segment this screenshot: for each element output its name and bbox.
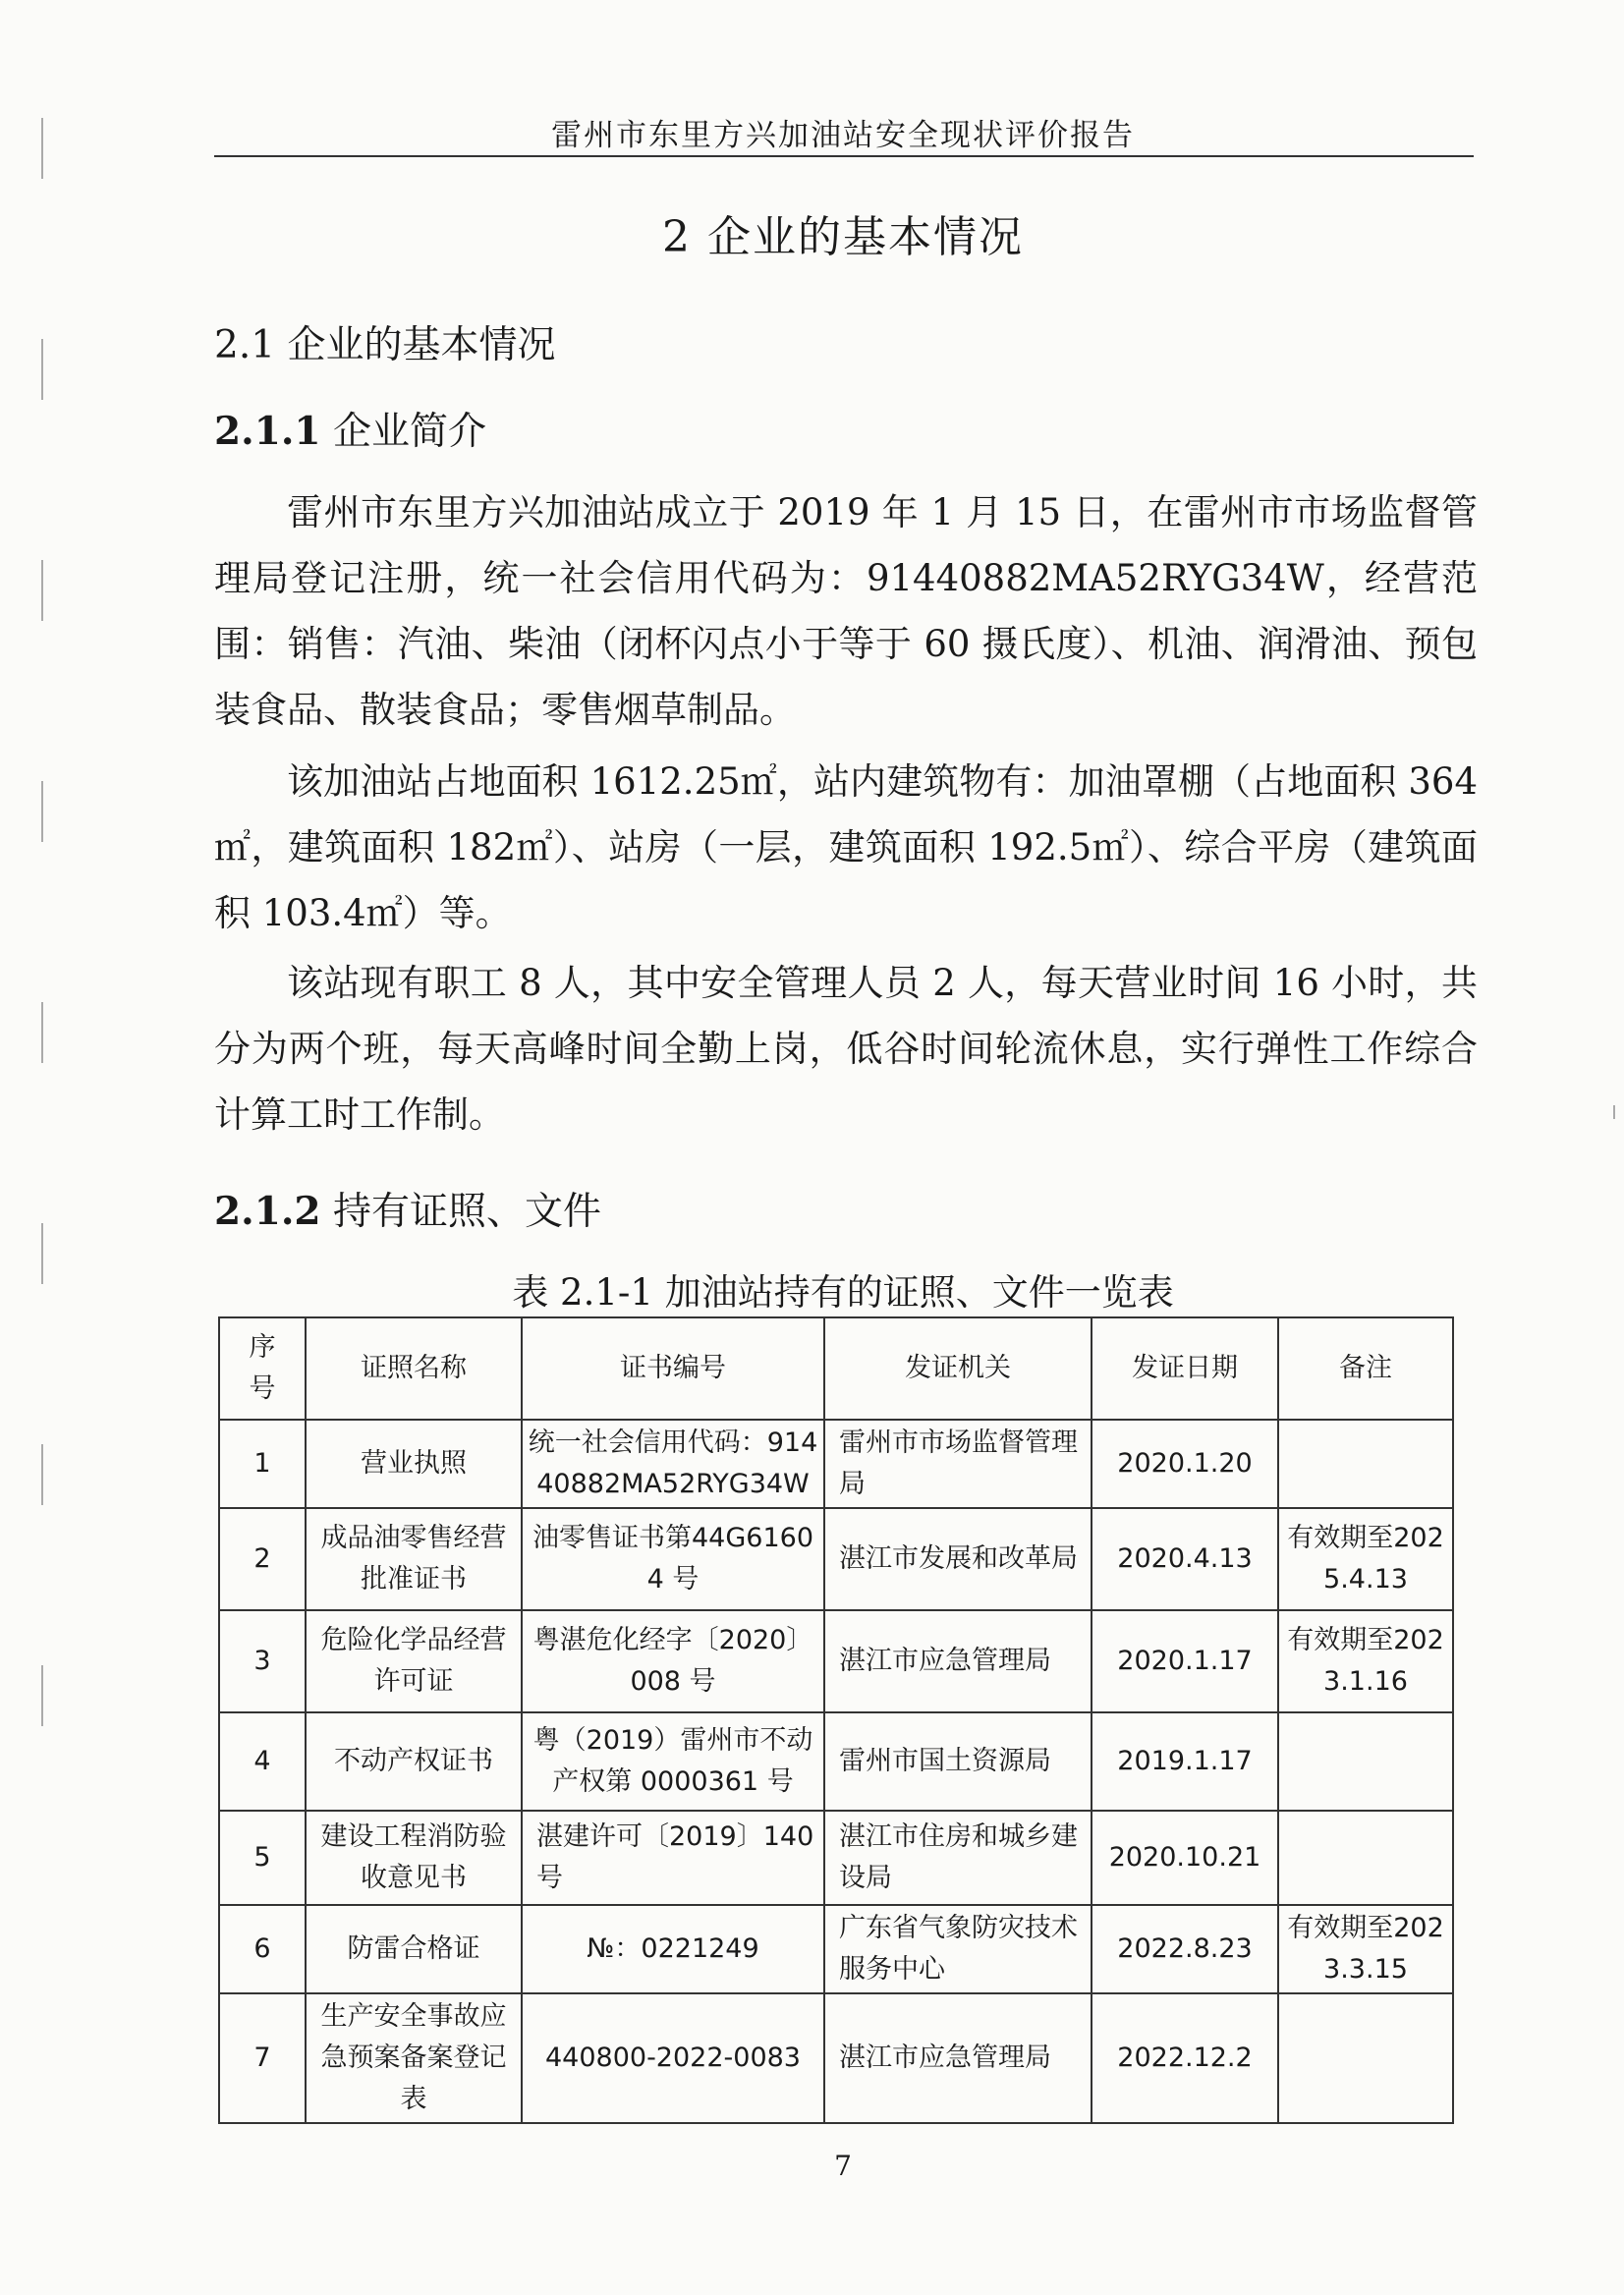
table-row bbox=[219, 1610, 1453, 1712]
scan-mark bbox=[41, 1665, 43, 1726]
table-cell-date: 2019.1.17 bbox=[1092, 1712, 1278, 1811]
scan-mark bbox=[41, 339, 43, 400]
section-heading-2-1-2 bbox=[214, 1181, 601, 1236]
table-cell-name: 危险化学品经营许可证 bbox=[306, 1610, 522, 1712]
column-header: 序号 bbox=[219, 1317, 306, 1420]
table-cell-authority: 湛江市应急管理局 bbox=[824, 1993, 1092, 2123]
header-rule bbox=[214, 155, 1474, 157]
table-cell-authority: 广东省气象防灾技术服务中心 bbox=[824, 1905, 1092, 1993]
table-row bbox=[219, 1905, 1453, 1993]
column-header: 证书编号 bbox=[522, 1317, 824, 1420]
column-header: 证照名称 bbox=[306, 1317, 522, 1420]
table-cell-remark bbox=[1278, 1811, 1453, 1905]
table-cell-number: 湛建许可〔2019〕140 号 bbox=[522, 1811, 824, 1905]
table-cell-number: 440800-2022-0083 bbox=[522, 1993, 824, 2123]
table-cell-name: 成品油零售经营批准证书 bbox=[306, 1508, 522, 1610]
section-title: 企业的基本情况 bbox=[287, 323, 556, 367]
table-cell-number: №：0221249 bbox=[522, 1905, 824, 1993]
table-cell-number: 统一社会信用代码：91440882MA52RYG34W bbox=[522, 1420, 824, 1508]
scan-mark bbox=[1613, 1105, 1615, 1119]
table-cell-authority: 湛江市发展和改革局 bbox=[824, 1508, 1092, 1610]
table-row bbox=[219, 1712, 1453, 1811]
column-header: 备注 bbox=[1278, 1317, 1453, 1420]
table-cell-date: 2020.1.20 bbox=[1092, 1420, 1278, 1508]
chapter-title: 2 企业的基本情况 bbox=[662, 212, 1024, 262]
table-cell-index: 4 bbox=[219, 1712, 306, 1811]
section-title: 企业简介 bbox=[332, 410, 486, 454]
scan-mark bbox=[41, 1444, 43, 1505]
table-cell-index: 3 bbox=[219, 1610, 306, 1712]
page-number: 7 bbox=[834, 2150, 852, 2182]
table-cell-name: 营业执照 bbox=[306, 1420, 522, 1508]
table-cell-number: 油零售证书第44G61604 号 bbox=[522, 1508, 824, 1610]
table-cell-number: 粤湛危化经字〔2020〕008 号 bbox=[522, 1610, 824, 1712]
scan-mark bbox=[41, 1002, 43, 1063]
table-row bbox=[219, 1993, 1453, 2123]
column-header: 发证机关 bbox=[824, 1317, 1092, 1420]
section-number: 2.1.1 bbox=[214, 409, 321, 454]
table-cell-date: 2020.1.17 bbox=[1092, 1610, 1278, 1712]
table-cell-date: 2020.4.13 bbox=[1092, 1508, 1278, 1610]
running-header: 雷州市东里方兴加油站安全现状评价报告 bbox=[551, 118, 1135, 153]
table-caption: 表 2.1-1 加油站持有的证照、文件一览表 bbox=[512, 1271, 1174, 1314]
table-cell-index: 7 bbox=[219, 1993, 306, 2123]
table-cell-remark bbox=[1278, 1420, 1453, 1508]
table-cell-index: 6 bbox=[219, 1905, 306, 1993]
paragraph-site-area: 该加油站占地面积 1612.25㎡，站内建筑物有：加油罩棚（占地面积 364㎡，建筑面积 182㎡）、站房（一层，建筑面积 192.5㎡）、综合平房（建筑面积 103.4㎡）等。 bbox=[214, 760, 1478, 934]
scan-mark bbox=[41, 560, 43, 621]
table-cell-remark bbox=[1278, 1993, 1453, 2123]
table-header-row bbox=[219, 1317, 1453, 1420]
column-header: 发证日期 bbox=[1092, 1317, 1278, 1420]
table-cell-number: 粤（2019）雷州市不动产权第 0000361 号 bbox=[522, 1712, 824, 1811]
section-title: 持有证照、文件 bbox=[332, 1190, 601, 1234]
scan-mark bbox=[41, 781, 43, 842]
table-cell-authority: 雷州市市场监督管理局 bbox=[824, 1420, 1092, 1508]
table-cell-authority: 湛江市应急管理局 bbox=[824, 1610, 1092, 1712]
table-row bbox=[219, 1811, 1453, 1905]
scan-mark bbox=[41, 118, 43, 179]
section-heading-2-1-1 bbox=[214, 401, 486, 456]
table-row bbox=[219, 1508, 1453, 1610]
paragraph-company-intro: 雷州市东里方兴加油站成立于 2019 年 1 月 15 日，在雷州市市场监督管理局登记注册，统一社会信用代码为：91440882MA52RYG34W，经营范围：销售：汽油、柴油（闭杯闪点小于等于 60 摄氏度）、机油、润滑油、预包装食品、散装食品；零售烟草制品。 bbox=[214, 491, 1478, 731]
licenses-table bbox=[218, 1316, 1454, 2124]
table-cell-remark: 有效期至2025.4.13 bbox=[1278, 1508, 1453, 1610]
table-cell-index: 1 bbox=[219, 1420, 306, 1508]
table-cell-index: 5 bbox=[219, 1811, 306, 1905]
table-cell-authority: 湛江市住房和城乡建设局 bbox=[824, 1811, 1092, 1905]
table-cell-remark: 有效期至2023.3.15 bbox=[1278, 1905, 1453, 1993]
paragraph-staffing: 该站现有职工 8 人，其中安全管理人员 2 人，每天营业时间 16 小时，共分为两个班，每天高峰时间全勤上岗，低谷时间轮流休息，实行弹性工作综合计算工时工作制。 bbox=[214, 962, 1478, 1136]
table-cell-name: 不动产权证书 bbox=[306, 1712, 522, 1811]
table-cell-remark bbox=[1278, 1712, 1453, 1811]
table-cell-name: 建设工程消防验收意见书 bbox=[306, 1811, 522, 1905]
table-cell-index: 2 bbox=[219, 1508, 306, 1610]
section-number: 2.1 bbox=[214, 323, 276, 367]
section-number: 2.1.2 bbox=[214, 1189, 321, 1234]
table-cell-authority: 雷州市国土资源局 bbox=[824, 1712, 1092, 1811]
table-cell-remark: 有效期至2023.1.16 bbox=[1278, 1610, 1453, 1712]
section-heading-2-1 bbox=[214, 314, 555, 369]
table-cell-date: 2020.10.21 bbox=[1092, 1811, 1278, 1905]
table-cell-date: 2022.12.2 bbox=[1092, 1993, 1278, 2123]
table-cell-date: 2022.8.23 bbox=[1092, 1905, 1278, 1993]
table-cell-name: 防雷合格证 bbox=[306, 1905, 522, 1993]
table-cell-name: 生产安全事故应急预案备案登记表 bbox=[306, 1993, 522, 2123]
scan-mark bbox=[41, 1223, 43, 1284]
table-row bbox=[219, 1420, 1453, 1508]
